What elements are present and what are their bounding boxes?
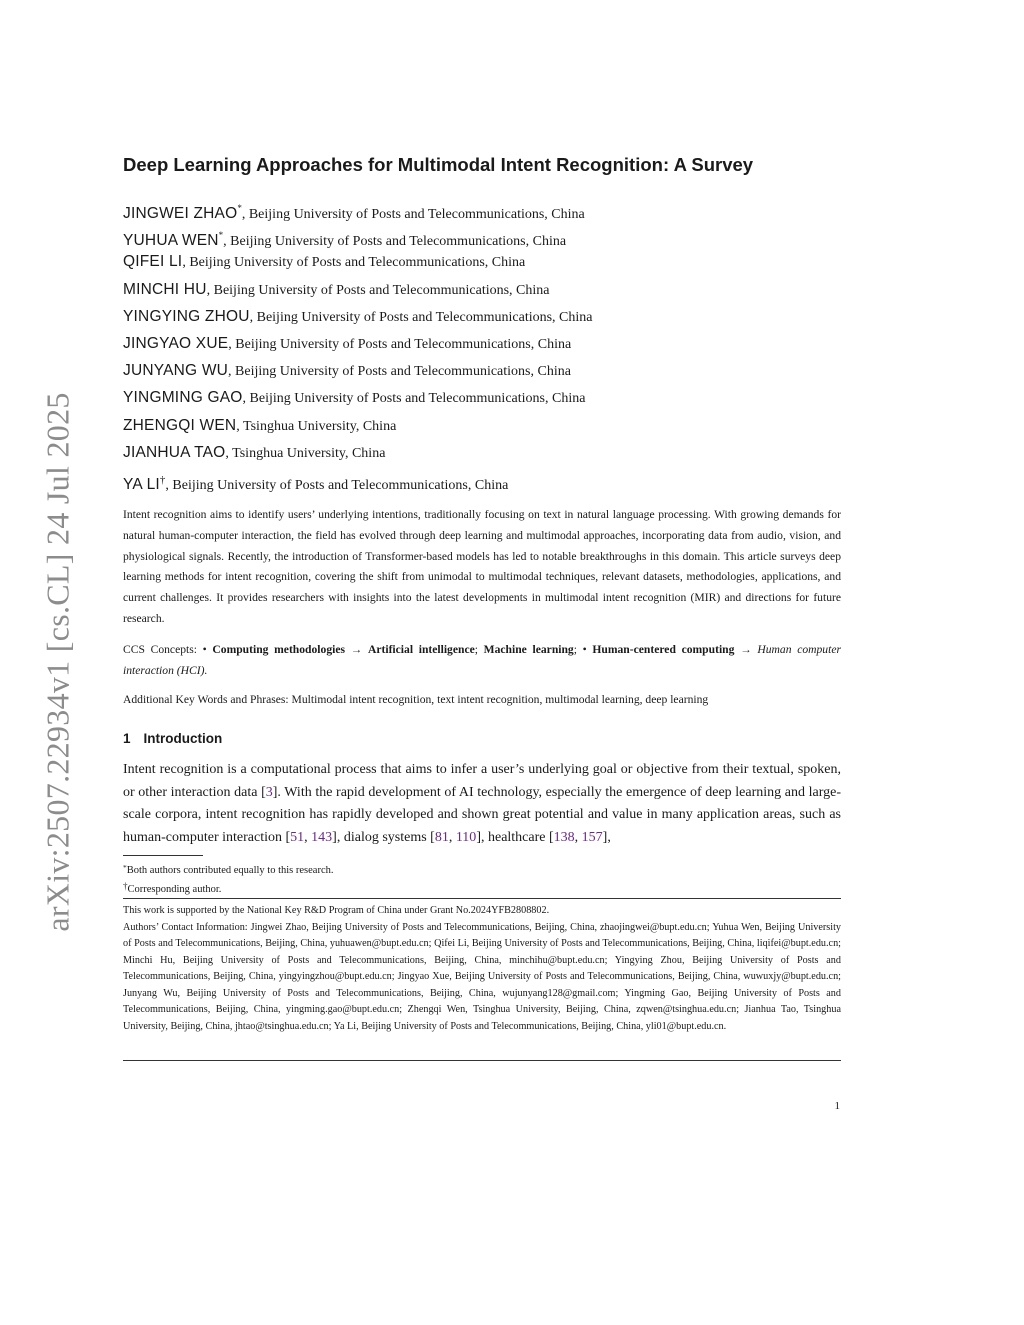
author-affiliation: , Beijing University of Posts and Telecommunications, China [242, 391, 586, 407]
author-list [123, 196, 841, 495]
ccs-separator: ; [474, 643, 484, 656]
footnote-equal-contribution [123, 860, 841, 879]
author-entry [123, 305, 841, 332]
citation-link[interactable]: 3 [265, 784, 273, 800]
author-entry [123, 441, 841, 468]
ccs-concept: Computing methodologies [212, 643, 345, 656]
paragraph-text: ]. With the rapid development of AI technology, especially the emergence of deep learning and large-scale corpora, intent recognition has rapidly developed and shown great potential and value in many application areas, such as human-computer interaction [ [123, 784, 841, 845]
ccs-separator: ; • [573, 643, 593, 656]
paragraph-text: , [574, 829, 582, 845]
author-name: JIANHUA TAO [123, 443, 226, 461]
author-entry [123, 223, 841, 250]
footnote-text: Both authors contributed equally to this research. [126, 865, 334, 876]
citation-link[interactable]: 138 [553, 829, 575, 845]
author-entry [123, 332, 841, 359]
ccs-arrow: → [734, 643, 758, 656]
page-number: 1 [834, 1100, 840, 1112]
paragraph-text: , [304, 829, 312, 845]
author-affiliation: , Beijing University of Posts and Telecommunications, China [223, 234, 567, 250]
citation-link[interactable]: 157 [581, 829, 603, 845]
author-name: YA LI [123, 475, 160, 493]
paragraph-text: ], dialog systems [ [332, 829, 435, 845]
section-heading-introduction [123, 731, 222, 746]
author-affiliation: , Beijing University of Posts and Telecommunications, China [206, 282, 550, 298]
footnote-mark: † [123, 880, 128, 891]
author-affiliation: , Beijing University of Posts and Telecommunications, China [241, 207, 585, 222]
author-name: JINGWEI ZHAO [123, 205, 238, 222]
author-affiliation: , Beijing University of Posts and Telecommunications, China [228, 336, 572, 352]
author-entry [123, 386, 841, 413]
paper-title: Deep Learning Approaches for Multimodal Intent Recognition: A Survey [123, 154, 754, 175]
footnote-mark: * [123, 863, 127, 872]
author-name: YUHUA WEN [123, 232, 219, 250]
citation-link[interactable]: 110 [455, 829, 477, 845]
funding-top-rule [123, 898, 841, 899]
ccs-concept-leaf: Human computer interaction (HCI). [123, 643, 841, 677]
author-entry [123, 250, 841, 277]
ccs-concept: Machine learning [483, 643, 574, 656]
paragraph-text: ], healthcare [ [476, 829, 554, 845]
author-entry [123, 278, 841, 305]
paragraph-text: Intent recognition is a computational process that aims to infer a user’s underlying goal or objective from their textual, spoken, or other interaction data [ [123, 762, 841, 800]
equal-contribution-mark: * [218, 230, 224, 241]
paragraph-text: ], [602, 829, 611, 845]
author-affiliation: , Beijing University of Posts and Telecommunications, China [228, 364, 571, 380]
funding-statement: This work is supported by the National Key R&D Program of China under Grant No.2024YFB2808802. [123, 905, 550, 916]
ccs-concept: Human-centered computing [592, 643, 735, 656]
citation-link[interactable]: 81 [434, 829, 449, 845]
section-number: 1 [123, 731, 131, 746]
author-entry [123, 359, 841, 386]
ccs-prefix: CCS Concepts: • [123, 643, 207, 656]
author-name: YINGYING ZHOU [123, 307, 250, 325]
contact-information: Authors’ Contact Information: Jingwei Zhao, Beijing University of Posts and Telecommunications, Beijing, China, zhaojingwei@bupt.edu.cn; Yuhua Wen, Beijing University of Posts and Telecommunications, Beijing, China, yuhuawen@bupt.edu.cn; Qifei Li, Beijing University of Posts and Telecommunications, Beijing, China, liqifei@bupt.edu.cn; Minchi Hu, Beijing University of Posts and Telecommunications, Beijing, China, minchihu@bupt.edu.cn; Yingying Zhou, Beijing University of Posts and Telecommunications, Beijing, China, yingyingzhou@bupt.edu.cn; Jingyao Xue, Beijing University of Posts and Telecommunications, Beijing, China, wuwuxjy@bupt.edu.cn; Junyang Wu, Beijing University of Posts and Telecommunications, Beijing, China, wujunyang128@gmail.com; Yingming Gao, Beijing University of Posts and Telecommunications, Beijing, China, yingming.gao@bupt.edu.cn; Zhengqi Wen, Tsinghua University, Beijing, China, zqwen@tsinghua.edu.cn; Jianhua Tao, Tsinghua University, Beijing, China, jhtao@tsinghua.edu.cn; Ya Li, Beijing University of Posts and Telecommunications, Beijing, China, yli01@bupt.edu.cn. [123, 921, 841, 1032]
arxiv-side-stamp: arXiv:2507.22934v1 [cs.CL] 24 Jul 2025 [39, 392, 76, 932]
author-entry [123, 468, 841, 495]
ccs-arrow: → [345, 643, 368, 656]
author-name: ZHENGQI WEN [123, 416, 237, 434]
funding-bottom-rule [123, 1060, 841, 1061]
author-name: YINGMING GAO [123, 389, 243, 407]
author-name: JUNYANG WU [123, 362, 229, 380]
corresponding-author-mark: † [159, 473, 166, 486]
author-name: QIFEI LI [123, 253, 183, 271]
ccs-concept: Artificial intelligence [367, 643, 475, 656]
equal-contribution-mark: * [237, 203, 242, 213]
footnote-divider [123, 855, 203, 856]
section-title: Introduction [143, 731, 223, 746]
introduction-paragraph [123, 759, 841, 849]
paragraph-text: , [448, 829, 456, 845]
author-entry [123, 196, 841, 223]
citation-link[interactable]: 51 [290, 829, 305, 845]
author-affiliation: , Tsinghua University, China [236, 418, 397, 434]
keywords: Additional Key Words and Phrases: Multimodal intent recognition, text intent recognition, multimodal learning, deep learning [123, 693, 709, 706]
abstract: Intent recognition aims to identify users’ underlying intentions, traditionally focusing on text in natural language processing. With growing demands for natural human-computer interaction, the field has evolved through deep learning and multimodal approaches, incorporating data from audio, vision, and physiological signals. Recently, the introduction of Transformer-based models has led to notable breakthroughs in this domain. This article surveys deep learning methods for intent recognition, covering the shift from unimodal to multimodal techniques, relevant datasets, methodologies, applications, and current challenges. It provides researchers with insights into the latest developments in multimodal intent recognition (MIR) and directions for future research. [123, 508, 841, 625]
author-affiliation: , Beijing University of Posts and Telecommunications, China [165, 477, 509, 493]
footnotes [123, 860, 841, 897]
author-affiliation: , Tsinghua University, China [225, 445, 386, 461]
author-name: JINGYAO XUE [123, 334, 229, 352]
author-name: MINCHI HU [123, 280, 207, 298]
author-affiliation: , Beijing University of Posts and Telecommunications, China [249, 309, 593, 325]
footnote-text: Corresponding author. [127, 883, 222, 895]
ccs-concepts [123, 639, 841, 681]
author-affiliation: , Beijing University of Posts and Telecommunications, China [182, 255, 526, 271]
author-entry [123, 414, 841, 441]
citation-link[interactable]: 143 [311, 829, 333, 845]
footnote-corresponding [123, 879, 841, 898]
funding-and-contact [123, 903, 841, 1035]
